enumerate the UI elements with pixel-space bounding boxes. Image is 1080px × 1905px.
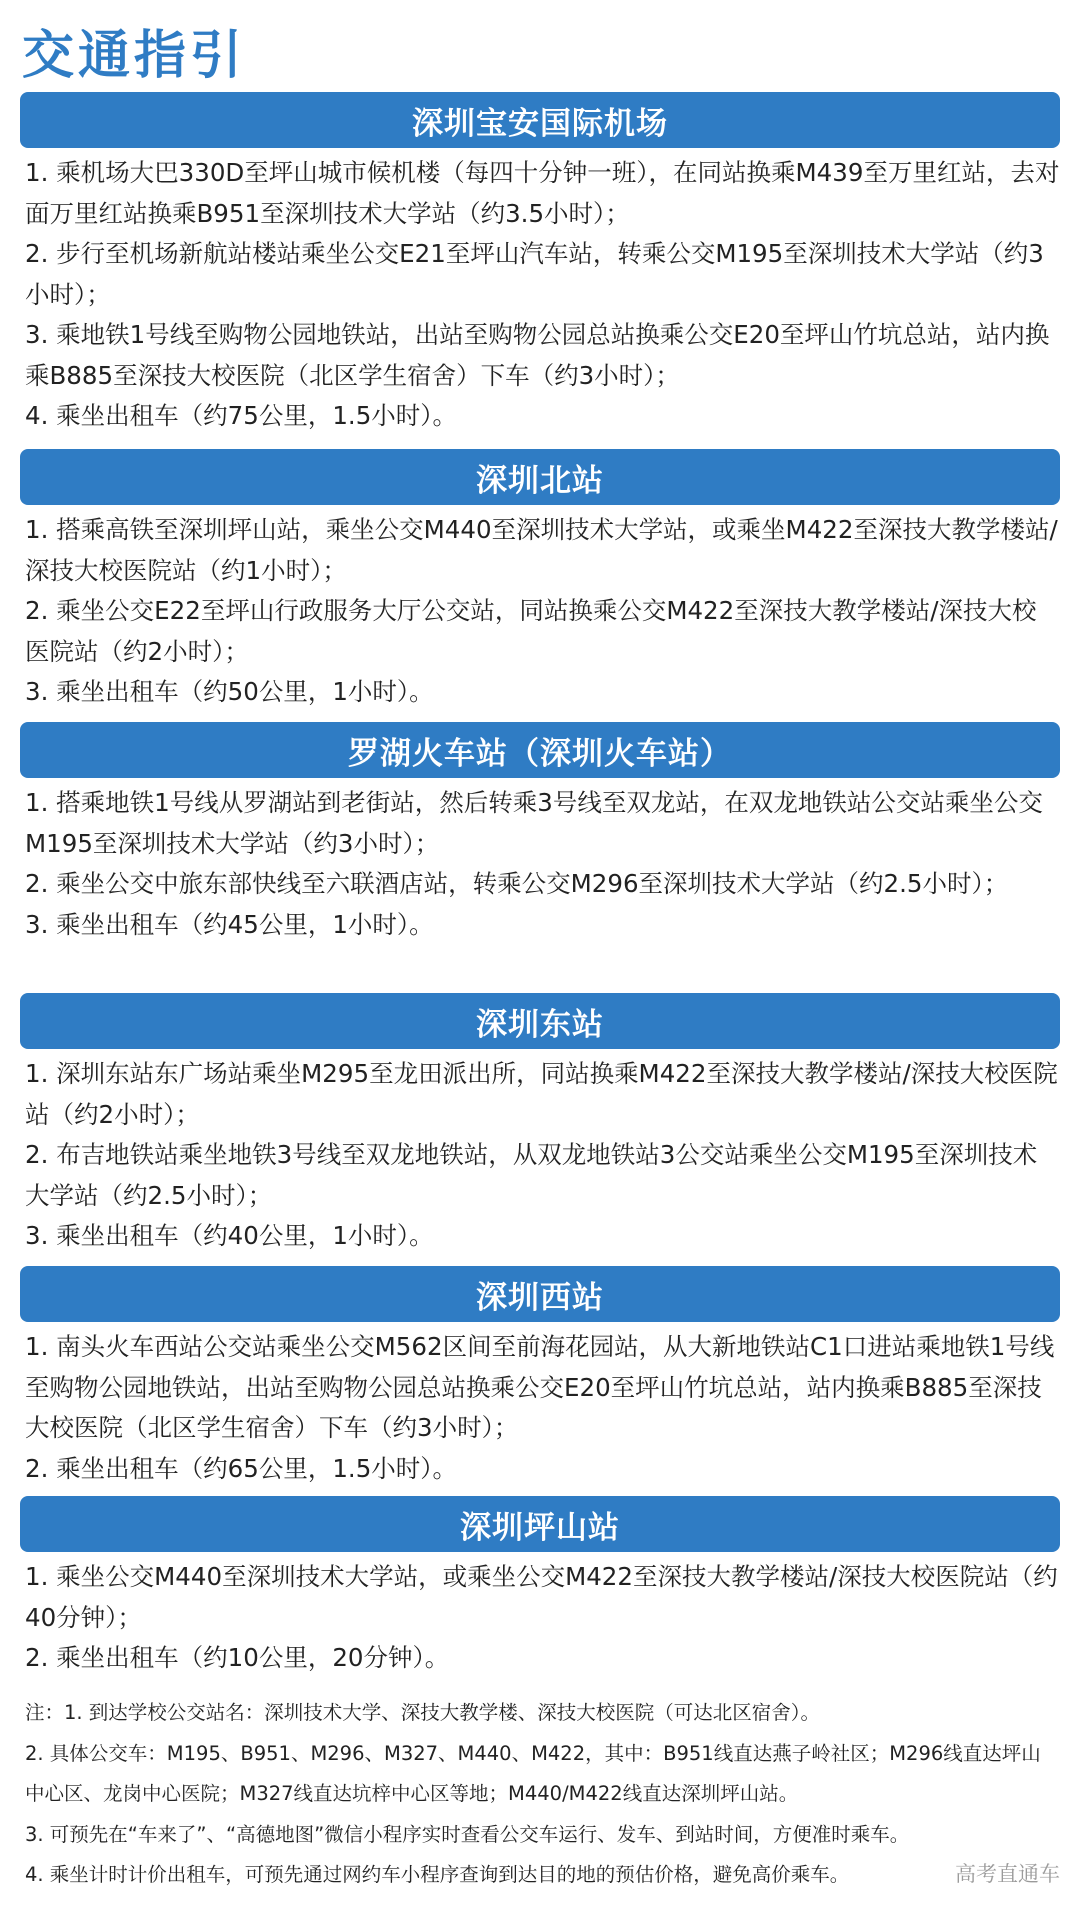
section-body-shenzhen-north: [25, 510, 1060, 713]
note-item: 注：1. 到达学校公交站名：深圳技术大学、深技大教学楼、深技大校医院（可达北区宿舍）。: [25, 1701, 821, 1724]
section-body-luohu: [25, 783, 1060, 945]
section-header-luohu: 罗湖火车站（深圳火车站）: [20, 722, 1060, 778]
route-item: 1. 搭乘地铁1号线从罗湖站到老街站，然后转乘3号线至双龙站，在双龙地铁站公交站乘坐公交M195至深圳技术大学站（约3小时）；: [25, 788, 1043, 858]
section-body-pingshan: [25, 1557, 1060, 1679]
route-item: 3. 乘地铁1号线至购物公园地铁站，出站至购物公园总站换乘公交E20至坪山竹坑总站，站内换乘B885至深技大校医院（北区学生宿舍）下车（约3小时）；: [25, 320, 1050, 390]
note-item: 3. 可预先在“车来了”、“高德地图”微信小程序实时查看公交车运行、发车、到站时间，方便准时乘车。: [25, 1822, 910, 1846]
route-item: 1. 乘坐公交M440至深圳技术大学站，或乘坐公交M422至深技大教学楼站/深技大校医院站（约40分钟）；: [25, 1562, 1058, 1632]
route-item: 1. 深圳东站东广场站乘坐M295至龙田派出所，同站换乘M422至深技大教学楼站/深技大校医院站（约2小时）；: [25, 1059, 1058, 1129]
route-item: 4. 乘坐出租车（约75公里，1.5小时）。: [25, 401, 458, 430]
route-item: 1. 搭乘高铁至深圳坪山站，乘坐公交M440至深圳技术大学站，或乘坐M422至深技大教学楼站/深技大校医院站（约1小时）；: [25, 515, 1058, 585]
section-header-shenzhen-east: 深圳东站: [20, 993, 1060, 1049]
section-body-shenzhen-east: [25, 1054, 1060, 1257]
route-item: 2. 乘坐公交中旅东部快线至六联酒店站，转乘公交M296至深圳技术大学站（约2.5小时）；: [25, 869, 1009, 898]
route-item: 2. 乘坐出租车（约10公里，20分钟）。: [25, 1643, 450, 1672]
note-item: 2. 具体公交车：M195、B951、M296、M327、M440、M422，其中：B951线直达燕子岭社区；M296线直达坪山中心区、龙岗中心医院；M327线直达坑梓中心区等地；M440/M422线直达深圳坪山站。: [25, 1741, 1041, 1805]
route-item: 3. 乘坐出租车（约40公里，1小时）。: [25, 1221, 434, 1250]
route-item: 2. 布吉地铁站乘坐地铁3号线至双龙地铁站，从双龙地铁站3公交站乘坐公交M195至深圳技术大学站（约2.5小时）；: [25, 1140, 1038, 1210]
section-body-airport: [25, 153, 1060, 437]
section-header-shenzhen-west: 深圳西站: [20, 1266, 1060, 1322]
route-item: 1. 乘机场大巴330D至坪山城市候机楼（每四十分钟一班），在同站换乘M439至万里红站，去对面万里红站换乘B951至深圳技术大学站（约3.5小时）；: [25, 158, 1060, 228]
route-item: 2. 乘坐公交E22至坪山行政服务大厅公交站，同站换乘公交M422至深技大教学楼站/深技大校医院站（约2小时）；: [25, 596, 1037, 666]
section-body-shenzhen-west: [25, 1327, 1060, 1489]
section-header-pingshan: 深圳坪山站: [20, 1496, 1060, 1552]
section-header-airport: 深圳宝安国际机场: [20, 92, 1060, 148]
section-header-shenzhen-north: 深圳北站: [20, 449, 1060, 505]
route-item: 2. 步行至机场新航站楼站乘坐公交E21至坪山汽车站，转乘公交M195至深圳技术大学站（约3小时）；: [25, 239, 1044, 309]
notes-block: [25, 1693, 1060, 1896]
page-title: 交通指引: [22, 26, 247, 86]
route-item: 2. 乘坐出租车（约65公里，1.5小时）。: [25, 1453, 458, 1483]
note-item: 4. 乘坐计时计价出租车，可预先通过网约车小程序查询到达目的地的预估价格，避免高价乘车。: [25, 1863, 850, 1886]
route-item: 1. 南头火车西站公交站乘坐公交M562区间至前海花园站，从大新地铁站C1口进站乘地铁1号线至购物公园地铁站，出站至购物公园总站换乘公交E20至坪山竹坑总站，站内换乘B885至深技大校医院（北区学生宿舍）下车（约3小时）；: [25, 1332, 1055, 1442]
route-item: 3. 乘坐出租车（约45公里，1小时）。: [25, 909, 434, 939]
route-item: 3. 乘坐出租车（约50公里，1小时）。: [25, 677, 434, 706]
watermark-text: 高考直通车: [955, 1862, 1060, 1886]
